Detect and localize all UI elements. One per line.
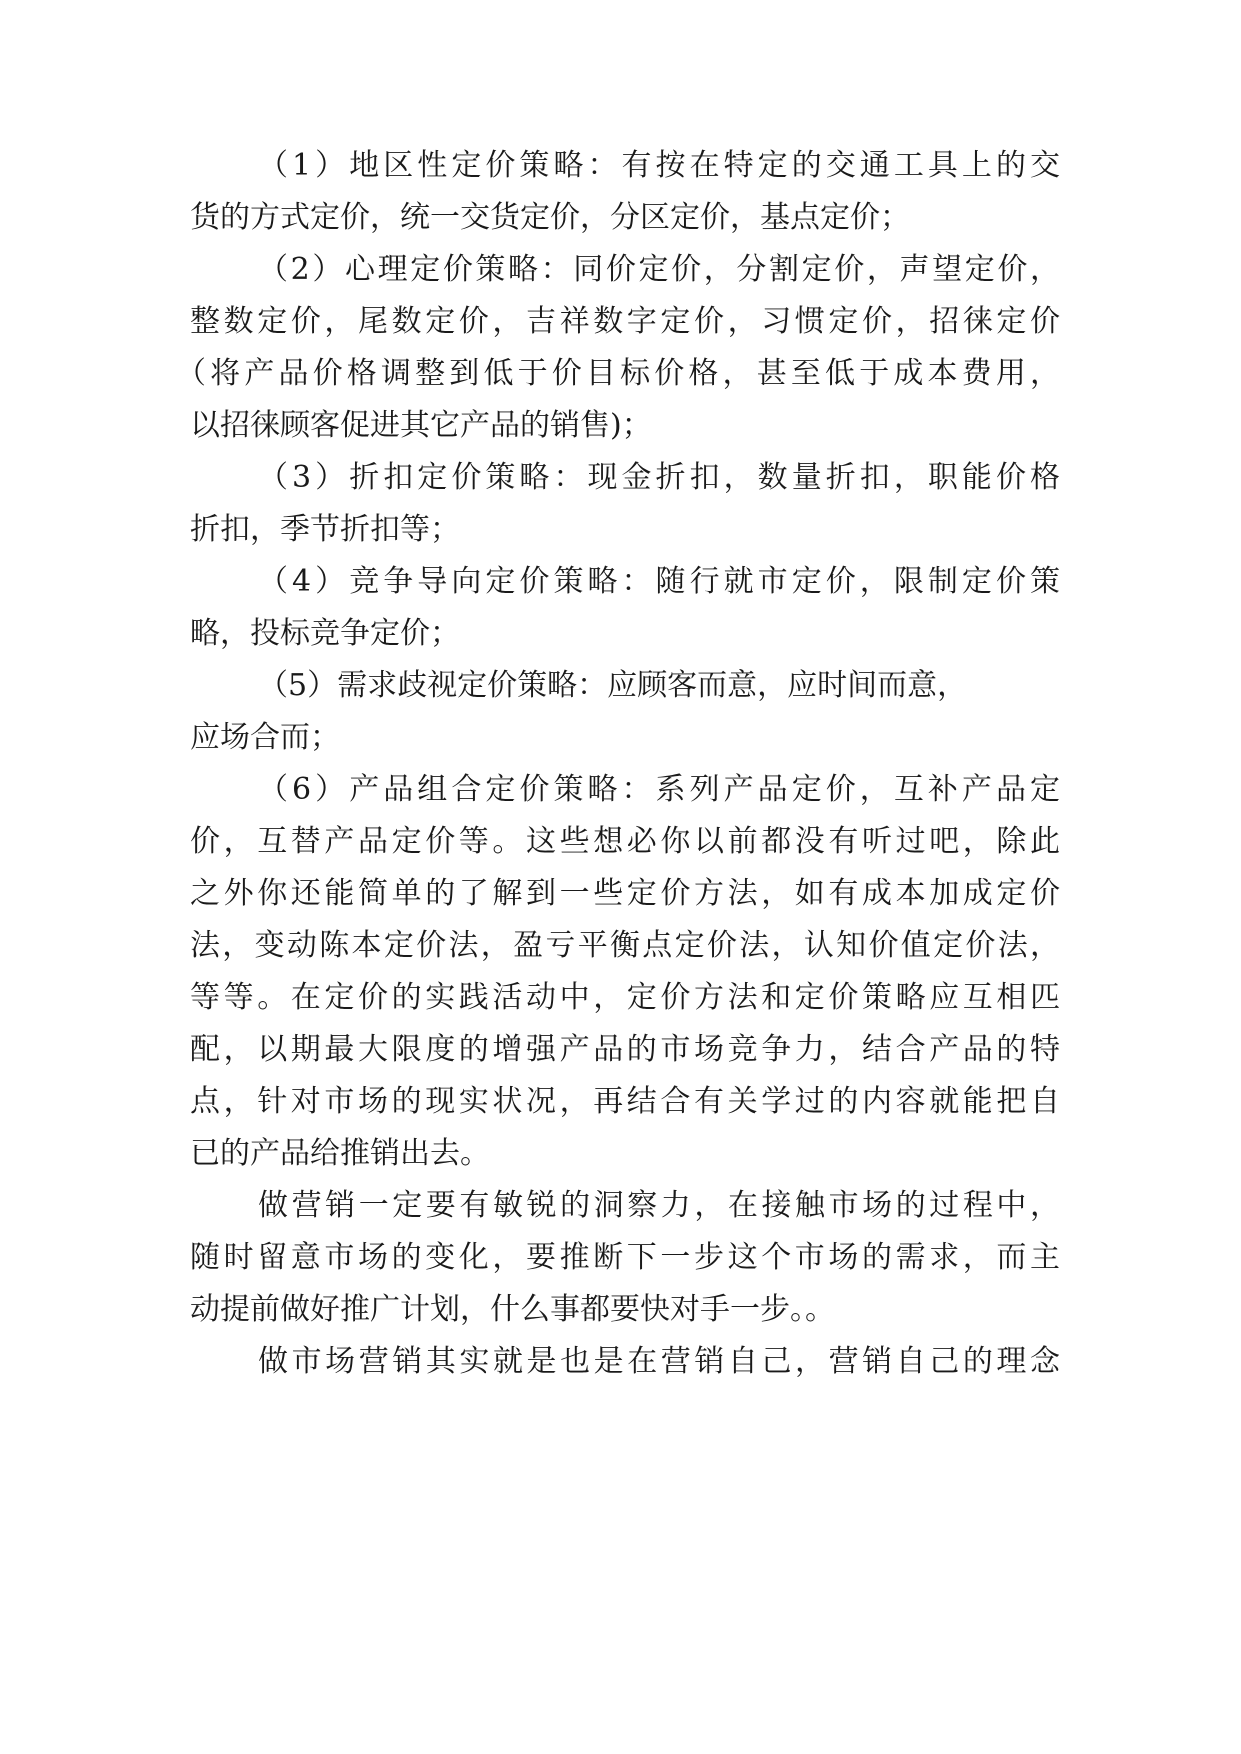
paragraph-6-line-3: 之外你还能简单的了解到一些定价方法，如有成本加成定价 bbox=[190, 876, 1060, 911]
paragraph-1-line-2: 货的方式定价，统一交货定价，分区定价，基点定价； bbox=[190, 200, 910, 235]
paragraph-5-line-2: 应场合而； bbox=[190, 720, 340, 755]
paragraph-6-line-1: （6）产品组合定价策略：系列产品定价，互补产品定 bbox=[258, 772, 1060, 807]
paragraph-6-line-5: 等等。在定价的实践活动中，定价方法和定价策略应互相匹 bbox=[190, 980, 1060, 1015]
paragraph-7-line-3: 动提前做好推广计划，什么事都要快对手一步。。 bbox=[190, 1292, 835, 1327]
paragraph-5-line-1: （5）需求歧视定价策略：应顾客而意，应时间而意， bbox=[258, 668, 968, 703]
paragraph-7-line-1: 做营销一定要有敏锐的洞察力，在接触市场的过程中， bbox=[258, 1188, 1060, 1223]
paragraph-2-line-2: 整数定价，尾数定价，吉祥数字定价，习惯定价，招徕定价 bbox=[190, 304, 1060, 339]
paragraph-8-line-1: 做市场营销其实就是也是在营销自己，营销自己的理念 bbox=[258, 1344, 1060, 1379]
paragraph-6-line-4: 法，变动陈本定价法，盈亏平衡点定价法，认知价值定价法， bbox=[190, 928, 1060, 963]
paragraph-2-line-1: （2）心理定价策略：同价定价，分割定价，声望定价， bbox=[258, 252, 1060, 287]
paragraph-6-line-6: 配，以期最大限度的增强产品的市场竞争力，结合产品的特 bbox=[190, 1032, 1060, 1067]
paragraph-6-line-7: 点，针对市场的现实状况，再结合有关学过的内容就能把自 bbox=[190, 1084, 1060, 1119]
paragraph-3-line-1: （3）折扣定价策略：现金折扣，数量折扣，职能价格 bbox=[258, 460, 1060, 495]
paragraph-6-line-2: 价，互替产品定价等。这些想必你以前都没有听过吧，除此 bbox=[190, 824, 1060, 859]
paragraph-2-line-4: 以招徕顾客促进其它产品的销售)； bbox=[190, 408, 652, 443]
paragraph-4-line-1: （4）竞争导向定价策略：随行就市定价，限制定价策 bbox=[258, 564, 1060, 599]
paragraph-7-line-2: 随时留意市场的变化，要推断下一步这个市场的需求，而主 bbox=[190, 1240, 1060, 1275]
paragraph-6-line-8: 已的产品给推销出去。 bbox=[190, 1136, 490, 1171]
paragraph-1-line-1: （1）地区性定价策略：有按在特定的交通工具上的交 bbox=[258, 148, 1060, 183]
paragraph-2-line-3: （将产品价格调整到低于价目标价格，甚至低于成本费用， bbox=[176, 356, 1060, 391]
paragraph-3-line-2: 折扣，季节折扣等； bbox=[190, 512, 460, 547]
paragraph-4-line-2: 略，投标竞争定价； bbox=[190, 616, 460, 651]
